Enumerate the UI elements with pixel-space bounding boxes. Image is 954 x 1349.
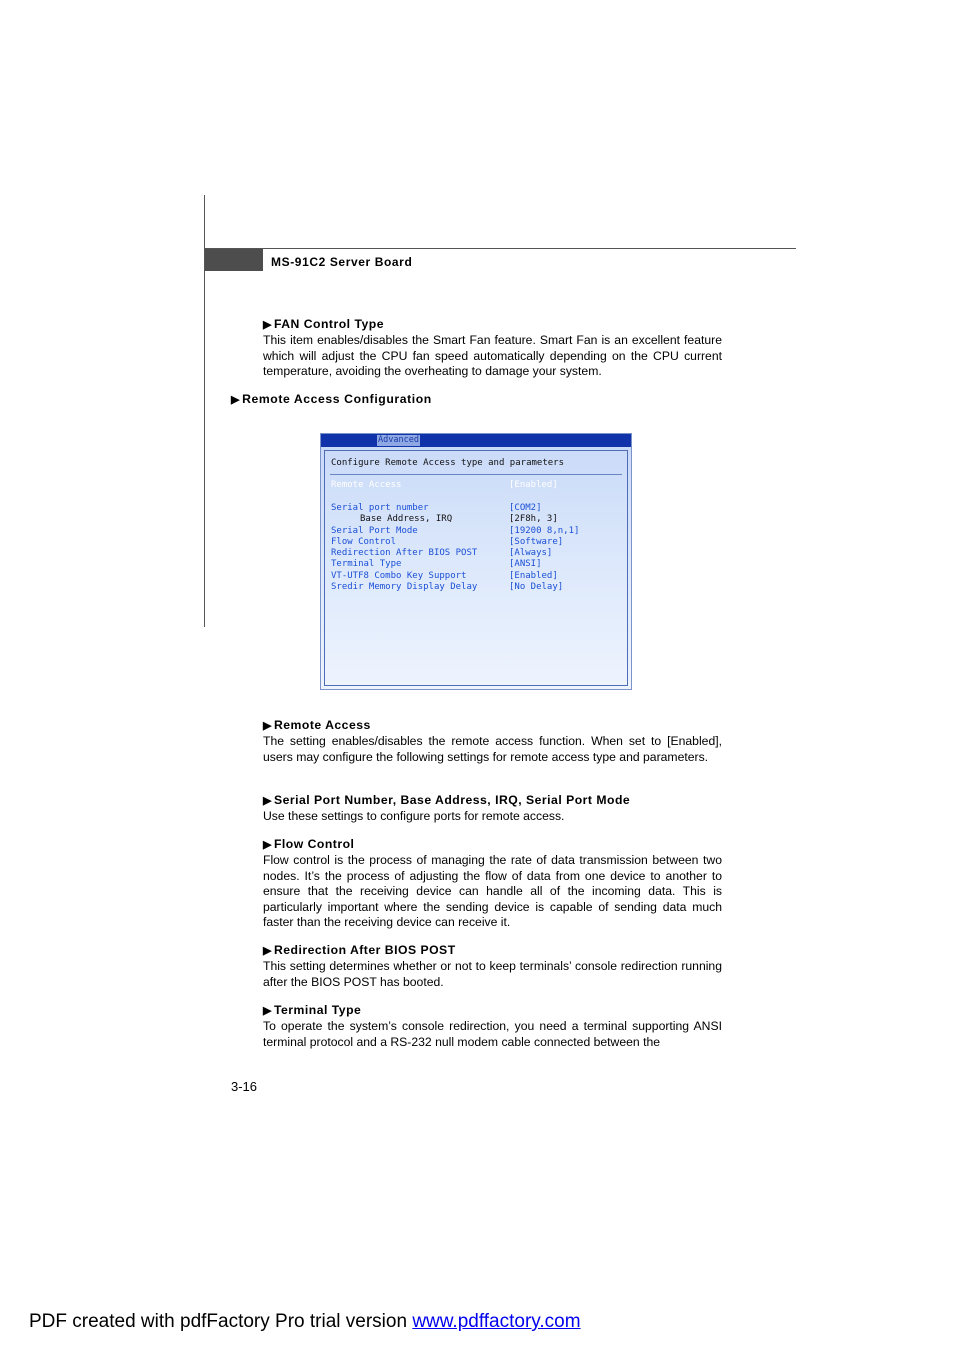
section-serial-port — [263, 793, 722, 825]
section-body: Use these settings to configure ports for remote access. — [263, 809, 565, 824]
triangle-bullet-icon: ▶ — [263, 720, 272, 732]
section-body: To operate the system’s console redirection, you need a terminal supporting ANSI terminal protocol and a RS-232 null modem cable connected between the — [263, 1019, 722, 1049]
section-body: This setting determines whether or not to keep terminals’ console redirection running after the BIOS POST has booted. — [263, 959, 722, 989]
section-remote-access — [263, 718, 722, 765]
footer-link[interactable]: www.pdffactory.com — [412, 1311, 581, 1332]
section-heading: ▶ Redirection After BIOS POST — [263, 943, 456, 957]
triangle-bullet-icon: ▶ — [263, 839, 272, 851]
bios-panel-title: Configure Remote Access type and parameters — [331, 458, 564, 468]
section-body: This item enables/disables the Smart Fan feature. Smart Fan is an excellent feature which will adjust the CPU fan speed automatically depending on the CPU current temperature, avoiding the overheating to damage your system. — [263, 333, 722, 379]
triangle-bullet-icon: ▶ — [263, 945, 272, 957]
bios-screenshot — [320, 433, 632, 690]
header-title: MS-91C2 Server Board — [271, 255, 413, 269]
section-heading: ▶ FAN Control Type — [263, 317, 384, 331]
triangle-bullet-icon: ▶ — [263, 795, 272, 807]
footer-text: PDF created with pdfFactory Pro trial version — [29, 1311, 413, 1332]
bios-row-sredir-delay: Sredir Memory Display Delay [No Delay] — [331, 582, 564, 592]
page-number: 3-16 — [231, 1079, 258, 1094]
bios-tab-advanced: Advanced — [378, 435, 419, 445]
bios-row-vt-utf8: VT-UTF8 Combo Key Support [Enabled] — [331, 571, 558, 581]
triangle-bullet-icon: ▶ — [231, 394, 241, 406]
pdf-footer — [29, 1311, 581, 1333]
bios-menu-bar — [321, 434, 631, 447]
header-rule — [204, 248, 796, 249]
bios-row-remote-access: Remote Access [Enabled] — [331, 480, 558, 490]
bios-row-flow-control: Flow Control [Software] — [331, 537, 564, 547]
section-body: The setting enables/disables the remote access function. When set to [Enabled], users may configure the following settings for remote access type and parameters. — [263, 734, 722, 764]
section-flow-control — [263, 837, 722, 930]
remote-access-config-heading: ▶ Remote Access Configuration — [231, 392, 432, 406]
section-heading: ▶ Terminal Type — [263, 1003, 362, 1017]
bios-row-serial-port-number: Serial port number [COM2] — [331, 503, 542, 513]
section-heading: ▶ Serial Port Number, Base Address, IRQ, Serial Port Mode — [263, 793, 631, 807]
bios-row-base-address: Base Address, IRQ [2F8h, 3] — [360, 514, 558, 524]
triangle-bullet-icon: ▶ — [263, 1005, 272, 1017]
bios-row-terminal-type: Terminal Type [ANSI] — [331, 559, 542, 569]
section-redirection — [263, 943, 722, 990]
bios-row-serial-port-mode: Serial Port Mode [19200 8,n,1] — [331, 526, 580, 536]
bios-row-redirection: Redirection After BIOS POST [Always] — [331, 548, 553, 558]
section-heading: ▶ Flow Control — [263, 837, 355, 851]
section-terminal-type — [263, 1003, 722, 1050]
section-heading: ▶ Remote Access — [263, 718, 371, 732]
section-fan-control — [263, 317, 722, 380]
section-body: Flow control is the process of managing the rate of data transmission between two nodes. It’s the process of adjusting the flow of data from one device to another to ensure that the receiving device can handle all of the incoming data. This is particularly important where the sending device is capable of sending data much faster than the receiving device can receive it. — [263, 853, 722, 930]
header-tab-block — [205, 249, 263, 271]
bios-divider — [330, 474, 622, 475]
triangle-bullet-icon: ▶ — [263, 319, 272, 331]
